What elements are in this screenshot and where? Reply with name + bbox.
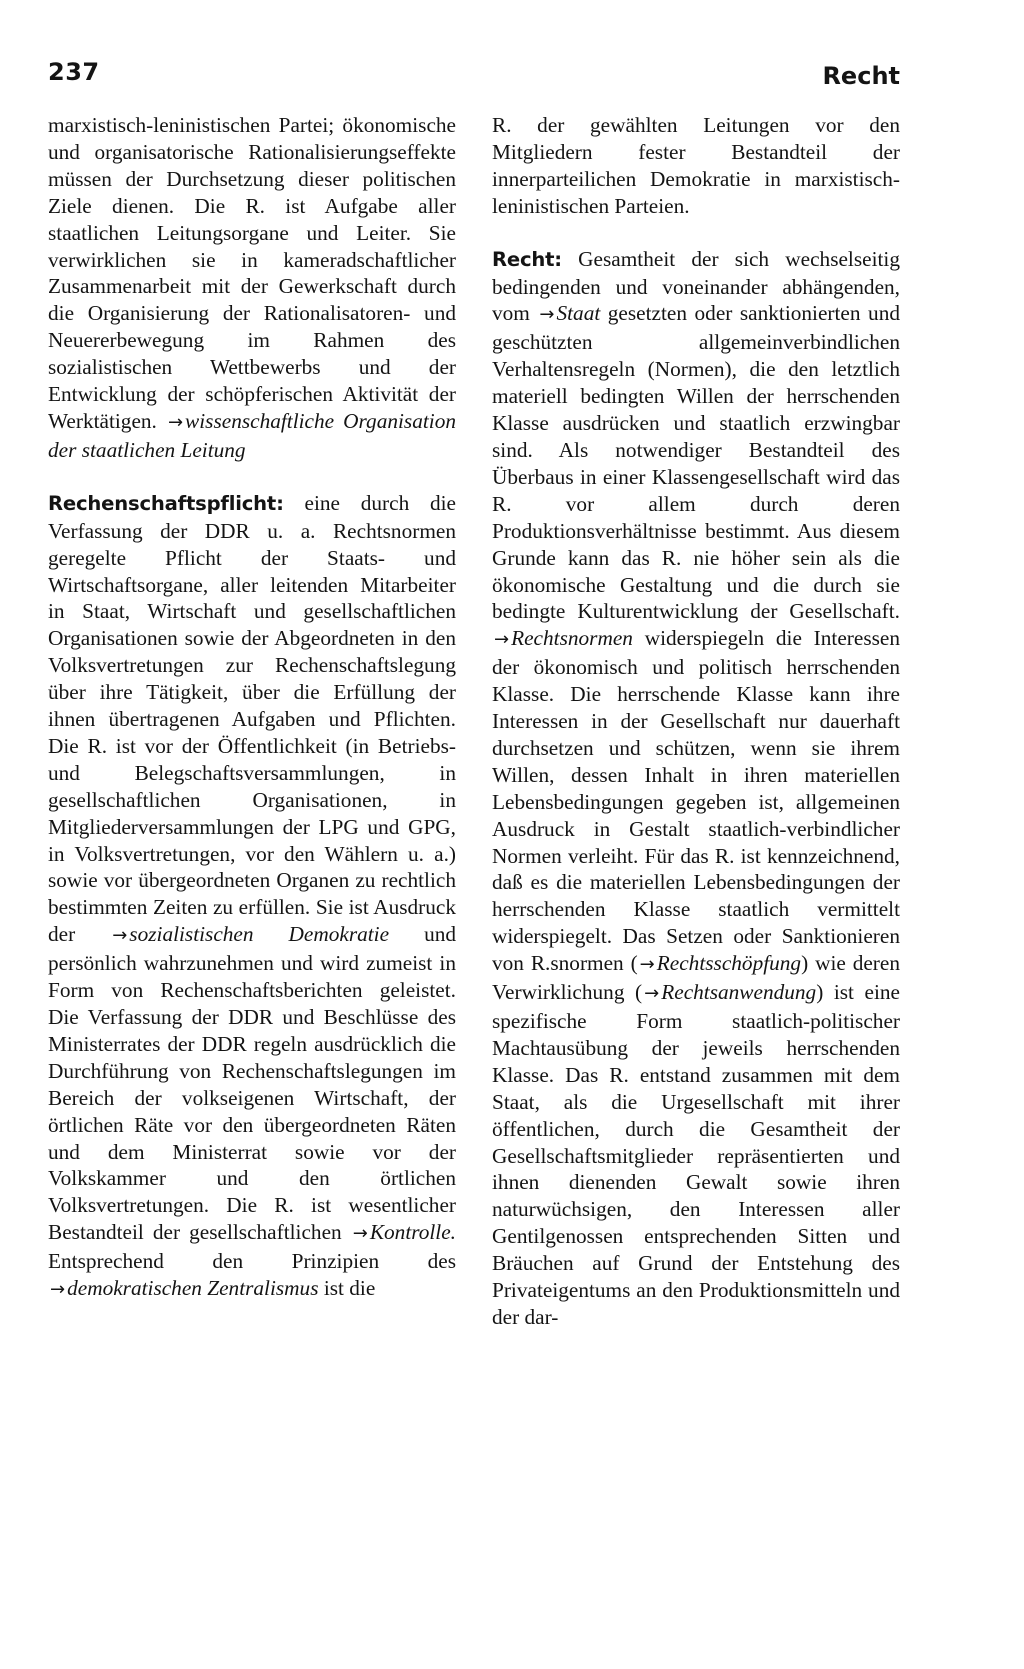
- body-text: ) ist eine spezifische Form staatlich-politischer Machtausübung der jeweils herrschenden Klasse. Das R. entstand zusammen mit dem Staat, als die Urgesellschaft mit ihrer öffentlichen, durch die Gesamtheit der Gesellschaftsmitglieder repräsentierten und ihnen dienenden Gewalt sowie ihren naturwüchsigen, den Interessen aller Gentilgenossen entsprechenden Sitten und Bräuchen auf Grund der Entstehung des Privateigentums an den Produktionsmitteln und der dar-: [492, 980, 900, 1329]
- body-text: widerspiegeln die Interessen der ökonomisch und politisch herrschenden Klasse. Die herrschende Klasse kann ihre Interessen in der Gesellschaft nur dauerhaft durchsetzen und schützen, wenn sie ihrem Willen, dessen Inhalt in ihren materiellen Lebensbedingungen gegeben ist, allgemeinen Ausdruck in Gestalt staatlich-verbindlicher Normen verleiht. Für das R. ist kennzeichnend, daß es die materiellen Lebensbedingungen der herrschenden Klasse staatlich vermittelt widerspiegelt. Das Setzen oder Sanktionieren von R.snormen (: [492, 626, 900, 976]
- entry-rechenschaftspflicht: [48, 490, 456, 1304]
- body-text: R. der gewählten Leitungen vor den Mitgliedern fester Bestandteil der innerparteilichen Demokratie in marxistisch-leninistischen Parteien.: [492, 113, 900, 218]
- body-text: und persönlich wahrzunehmen und wird zumeist in Form von Rechenschaftsberichten geleistet. Die Verfassung der DDR und Beschlüsse des Ministerrates der DDR regeln ausdrücklich die Durchführung von Rechenschaftslegungen im Bereich der volkseigenen Wirtschaft, der örtlichen Räte vor den übergeordneten Räten und dem Ministerrat sowie vor der Volkskammer und den örtlichen Volksvertretungen. Die R. ist wesentlicher Bestandteil der gesellschaftlichen: [48, 922, 457, 1245]
- running-head: Recht: [822, 62, 900, 90]
- cross-reference-arrow-icon: →: [494, 629, 510, 651]
- body-text: ist die: [323, 1276, 376, 1301]
- cross-reference: sozialistischen Demokratie: [129, 922, 390, 947]
- body-text: eine durch die Verfassung der DDR u. a. Rechtsnormen geregelte Pflicht der Staats- und Wirtschaftsorgane, aller leitenden Mitarbeiter in Staat, Wirtschaft und gesellschaftlichen Organisationen sowie der Abgeordneten in den Volksvertretungen zur Rechenschaftslegung über ihre Tätigkeit, über die Erfüllung der ihnen übertragenen Aufgaben und Pflichten. Die R. ist vor der Öffentlichkeit (in Betriebs- und Belegschaftsversammlungen, in gesellschaftlichen Organisationen, in Mitgliederversammlungen der LPG und GPG, in Volksvertretungen, vor den Wählern u. a.) sowie vor übergeordneten Organen zu rechtlich bestimmten Zeiten zu erfüllen. Sie ist Ausdruck der: [48, 490, 456, 947]
- cross-reference-arrow-icon: →: [644, 983, 660, 1005]
- cross-reference-arrow-icon: →: [112, 925, 128, 947]
- body-text: Gesamtheit der sich wechselseitig bedingenden und voneinander abhängenden, vom: [492, 246, 900, 326]
- body-text: Entsprechend den Prinzipien des: [48, 1249, 456, 1274]
- page-number: 237: [48, 58, 100, 86]
- cross-reference: demokratischen Zentralismus: [67, 1276, 319, 1301]
- body-text: gesetzten oder sanktionierten und geschützten allgemeinverbindlichen Verhaltensregeln (Normen), die den letztlich materiell bedingten Willen der herrschenden Klasse ausdrücken und staatlich erzwingbar sind. Als notwendiger Bestandteil des Überbaus in einer Klassengesellschaft wird das R. vor allem durch deren Produktionsverhältnisse bestimmt. Aus diesem Grunde kann das R. nie höher sein als die ökonomische Gestaltung und die durch sie bedingte Kulturentwicklung der Gesellschaft.: [492, 301, 900, 624]
- right-column: [492, 112, 900, 1331]
- cross-reference-arrow-icon: →: [539, 304, 555, 326]
- body-text: ) wie deren Verwirklichung (: [492, 951, 900, 1005]
- body-text: marxistisch-leninistischen Partei; ökonomische und organisatorische Rationalisierungseffekte müssen der Durchsetzung dieser politischen Ziele dienen. Die R. ist Aufgabe aller staatlichen Leitungsorgane und Leiter. Sie verwirklichen sie in kameradschaftlicher Zusammenarbeit mit der Gewerkschaft durch die Organisierung der Rationalisatoren- und Neuererbewegung im Rahmen des sozialistischen Wettbewerbs und der Entwicklung der schöpferischen Aktivität der Werktätigen.: [48, 113, 456, 433]
- entry-continuation-paragraph: [492, 112, 900, 220]
- cross-reference: wissenschaftliche Organisation der staatlichen Leitung: [48, 408, 456, 462]
- cross-reference: Rechtsnormen: [511, 626, 633, 651]
- entry-continuation-paragraph: [48, 112, 456, 464]
- cross-reference: Rechtsschöpfung: [656, 951, 802, 976]
- cross-reference-arrow-icon: →: [167, 411, 184, 433]
- cross-reference-arrow-icon: →: [352, 1223, 368, 1245]
- cross-reference-arrow-icon: →: [50, 1279, 66, 1301]
- entry-recht: [492, 246, 900, 1331]
- cross-reference: Rechtsanwendung: [661, 980, 817, 1005]
- cross-reference-arrow-icon: →: [639, 954, 655, 976]
- entry-headword: Recht:: [492, 247, 562, 271]
- entry-headword: Rechenschaftspflicht:: [48, 491, 284, 515]
- cross-reference: Staat: [556, 301, 601, 326]
- left-column: [48, 112, 456, 1304]
- cross-reference: Kontrolle.: [369, 1220, 457, 1245]
